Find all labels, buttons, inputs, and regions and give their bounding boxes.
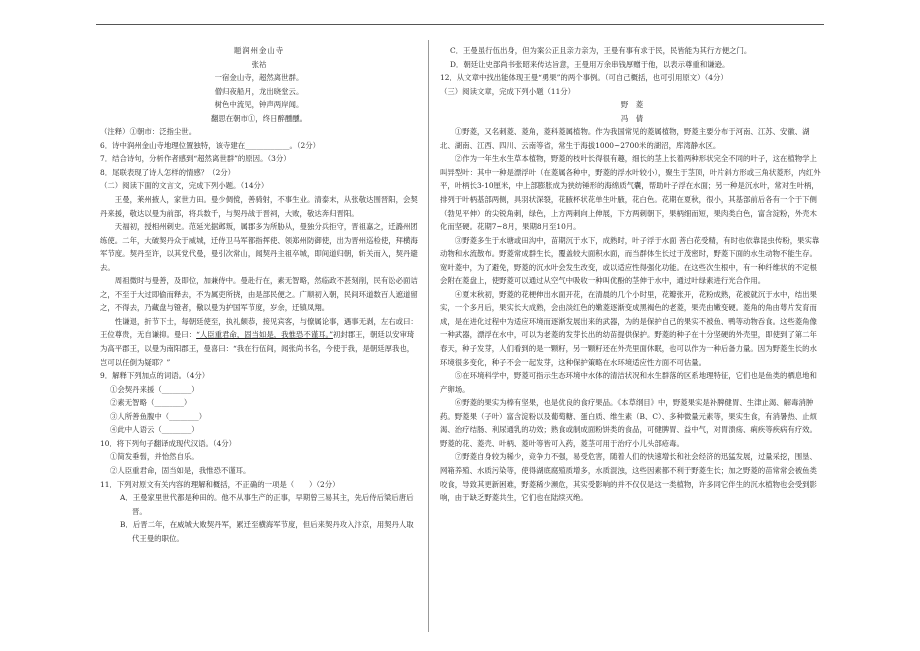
right-column bbox=[440, 44, 824, 505]
q11-option-d: D．朝廷让史部尚书张昭来传达旨意，王曼用万余串钱厚赠于他，以表示尊重和谦逊。 bbox=[450, 59, 730, 69]
poem-line-3: 树色中流见，钟声两岸闻。 bbox=[214, 100, 304, 110]
q9-item-1: ①会契丹来援（________） bbox=[110, 384, 199, 394]
poem-line-2: 僧归夜船月，龙出晓堂云。 bbox=[214, 86, 304, 96]
question-10: 10．将下列句子翻译成现代汉语。（4分） bbox=[100, 438, 237, 448]
q9-item-2: ②素无智略（________） bbox=[110, 398, 192, 408]
essay-paragraph-1: ①野菱，又名刺菱、菱角，菱科菱属植物。作为我国常见的菱属植物，野菱主要分布于河南、江苏、安徽、湖北、湖南、江西、四川、云南等省，常生于海拔1000~2700米的湖沼，库湾静水区。 bbox=[440, 127, 810, 150]
section-3-heading: （三）阅读文章，完成下列小题（11分） bbox=[440, 86, 576, 96]
question-7: 7．结合诗句，分析作者感到“超然离世群”的原因。（3分） bbox=[100, 154, 291, 164]
q9-item-3: ③人所善鱼腹中（________） bbox=[110, 411, 207, 421]
q11-option-b: B．后晋二年，在威城大败契丹军，累迁至横海军节度，但后来契丹攻入汴京，用契丹人取代王曼的职位。 bbox=[120, 520, 414, 543]
question-11: 11．下列对原文有关内容的理解和概括，不正确的一项是（ ）（2分） bbox=[100, 479, 340, 489]
section-2-heading: （二）阅读下面的文言文，完成下列小题。（14分） bbox=[100, 181, 269, 191]
question-6: 6．诗中润州金山寺地理位置独特，该寺建在____________。（2分） bbox=[100, 140, 321, 150]
question-12: 12．从文章中找出能体现王曼“勇果”的两个事例。（可自己概括，也可引用原文）（4分） bbox=[440, 73, 728, 83]
essay-paragraph-3: ③野菱多生于水塘或田沟中，苗期沉于水下，成熟时，叶子浮于水面 菩白花受精，有时也依靠昆虫传粉，果实靠动物和水流散布。野菱常成群生长，覆盖较大面积水面，而当群体生长过于茂密时，野菱下面的水生动物不能生存。宽叶菱中，为了避免，野菱的沉水叶会发生改变，或以适应性得强化功能。在这些次生根中，有一种纤维状的不定根会附在菱盘上，使野菱可以通过从空气中吸收一种叫优酚的茎伸于水中，通过叶绿素进行光合作用。 bbox=[440, 235, 820, 286]
poem-author: 张祜 bbox=[251, 59, 267, 69]
essay-author: 冯 倩 bbox=[620, 113, 644, 123]
classical-paragraph-1: 王曼，莱州掖人，家世力田。曼少倜傥，善骑射，不事生业。清泰末，从张敬达围晋阳，会契丹来援，敬达以曼为前部，将兵数千，与契丹战于晋祠，大败，敬达奔归晋阳。 bbox=[100, 195, 418, 218]
essay-paragraph-7: ⑦野菱自身较为稀少，竞争力不强，易受危害，随着人们的快速增长和社会经济的迅猛发展，过量采挖，围垦、网箱养殖、水质污染等，使得湖底腐殖质增多，水质混浊，这些因素都不利于野菱生长；加之野菱的苗常常会被鱼类咬食，导致其更新困难，野菱稀少濒危，其实受影响的并不仅仅是这一类植物，许多同它伴生的沉水植物也会受到影响，由于缺乏野菱共生，它们也在陆续灭绝。 bbox=[440, 452, 817, 503]
column-divider bbox=[428, 40, 429, 632]
essay-paragraph-5: ⑤在环境科学中，野菱可指示生态环境中水体的清洁状况和水生群落的区系地理特征，它们也是鱼类的栖息地和产卵场。 bbox=[440, 371, 817, 394]
poem-note: （注释）①朝市：泛指尘世。 bbox=[100, 127, 197, 137]
essay-title: 野 菱 bbox=[620, 100, 644, 110]
poem-line-1: 一宿金山寺，超然离世群。 bbox=[214, 73, 304, 83]
question-9: 9．解释下列加点的词语。（4分） bbox=[100, 371, 210, 381]
essay-paragraph-4: ④夏末秋初，野菱的花梗伸出水面开花，在清晨的几个小时里，花瓣张开，花粉成熟，花被就沉于水中，结出果实，一个多月后，果实长大成熟，会由淡红色的嫩菱逐渐变成黑褐色的老菱，果壳由嫩变硬。菱角的角由萼片发育而成，是在进化过程中为适应环境而逐渐发展出来的武器，为的是保护自己的果实不被鱼、鸭等动物吞食。这些菱角像一种武器，漂浮在水中，可以为老菱的发芽长出的幼苗提供保护。野菱的种子在十分坚硬的外壳里，即使到了第二年春天，种子发芽，人们看到的是一颗籽，另一颗籽还在外壳里面休眠，也可以作为一种后备力量。因为野菱生长的水环境很多变化，种子不会一起发芽，这种保护策略在水环境适应性方面不可估量。 bbox=[440, 289, 817, 367]
q10-item-1: ①简发垂髫，并怡然自乐。 bbox=[110, 452, 199, 462]
essay-paragraph-6: ⑥野菱的果实为棒有坚果，也是优良的食疗果品。《本草纲目》中，野菱果实是补脾健胃、生津止渴、解毒消肿药。野菱果（子叶）富含淀粉以及葡萄糖、蛋白质、维生素（B、C）、多种微量元素等，果实生食，有消暑热、止烦渴、治疗结肠、利尿通乳的功效；熟食或制成面粉饼类的食品，可健脾胃、益中气，对胃溃疡、痢疾等疾病有疗效。野菱的花、菱壳、叶柄、菱叶等皆可入药，菱茎可用于治疗小儿头部疮毒。 bbox=[440, 398, 817, 448]
question-8: 8．尾联表现了诗人怎样的情感？（2分） bbox=[100, 167, 236, 177]
left-column bbox=[100, 44, 418, 545]
poem-line-4: 翻思在朝市①，终日醉醺醺。 bbox=[210, 113, 308, 123]
header-rule bbox=[96, 24, 824, 25]
poem-title: 题润州金山寺 bbox=[233, 46, 285, 55]
essay-paragraph-2: ②作为一年生水生草本植物，野菱的枝叶长得很有趣，细长的茎上长着两种形状完全不同的叶子，这在植物学上叫异型叶：其中一种是漂浮叶（在菱属各种中，野菱的浮水叶较小），聚生于茎顶，叶片斜方形或三角状菱形，内红外平，叶柄长3-10厘米，中上部膨胀成为狭纺锤形的海绵质气囊，帮助叶子浮在水面；另一种是沉水叶，常对生叶柄，排列于叶柄基部两侧，具羽状深裂，花腋杯状花单生叶腋，花白色。花期在夏秋，很小，其基部前后各有一个于下侧（勃见平伸）的尖锐角刺，绿色，上方两刺向上伸展，下方两刺朝下，果柄细而短，果肉类白色，富含淀粉，外壳木化而坚硬。花期7~8月，果期8月至10月。 bbox=[440, 154, 821, 232]
paragraph-4-end: 初封郡王，朝廷以安审琦为高平郡王，以曼为南阳郡王，曼喜曰：“我在行伍间，闻张尚书名，今使于我，是朝廷厚我也，岂可以任倒为疑耶？” bbox=[100, 330, 415, 367]
q10-item-2: ②人臣重君命，固当如是，我惟恐不谨耳。 bbox=[110, 465, 251, 475]
classical-paragraph-2: 天福初，授相州刺史。范延光据邺叛，属郡多为所胁从，曼独分兵拒守，晋祖嘉之，迁潞州团练使。二年，大破契丹众于威城，迁侍卫马军都指挥使、领郑州防御使，出为晋州巡检使，拜横海军节度。契丹至许，以其党代曼，曼引次常山，闻契丹主祖卒城，即间道归朝，斩关而入，契丹避去。 bbox=[100, 222, 418, 272]
q11-option-c: C．王曼虽行伍出身，但为案公正且亲力亲为，王曼有事有求于民，民皆能为其行方便之门。 bbox=[450, 46, 752, 55]
paragraph-4-start: 性谦退，折节下士，每朝廷使至，执礼颇恭，接见宾客，与僚属论事，遇事无剥，左右或曰：王位尊贵，无自谦抑。曼曰： bbox=[100, 316, 418, 340]
q11-option-a: A．王曼家里世代都是种田的。他不从事生产的正事，早期曾三易其主，先后侍后梁后唐后晋。 bbox=[120, 493, 414, 516]
underlined-sentence: “人臣重君命，固当如是，我惟恐不谨耳。” bbox=[196, 330, 333, 340]
classical-paragraph-4 bbox=[100, 315, 418, 369]
q9-item-4: ④此中人语云（________） bbox=[110, 425, 199, 435]
classical-paragraph-3: 周祖微时与曼善，及即位，加兼侍中。曼赴行在，素无智略，然临政不甚刻削，民有讼必面诘之，不至于大过即偷而释去，不为属吏所挠，由是部民便之。广顺初入朝，民间环道数百人遮道留之，不得去，乃藏盘与镫者，儆以曼为护国军节度，岁余，迁镇凤翔。 bbox=[100, 276, 418, 313]
